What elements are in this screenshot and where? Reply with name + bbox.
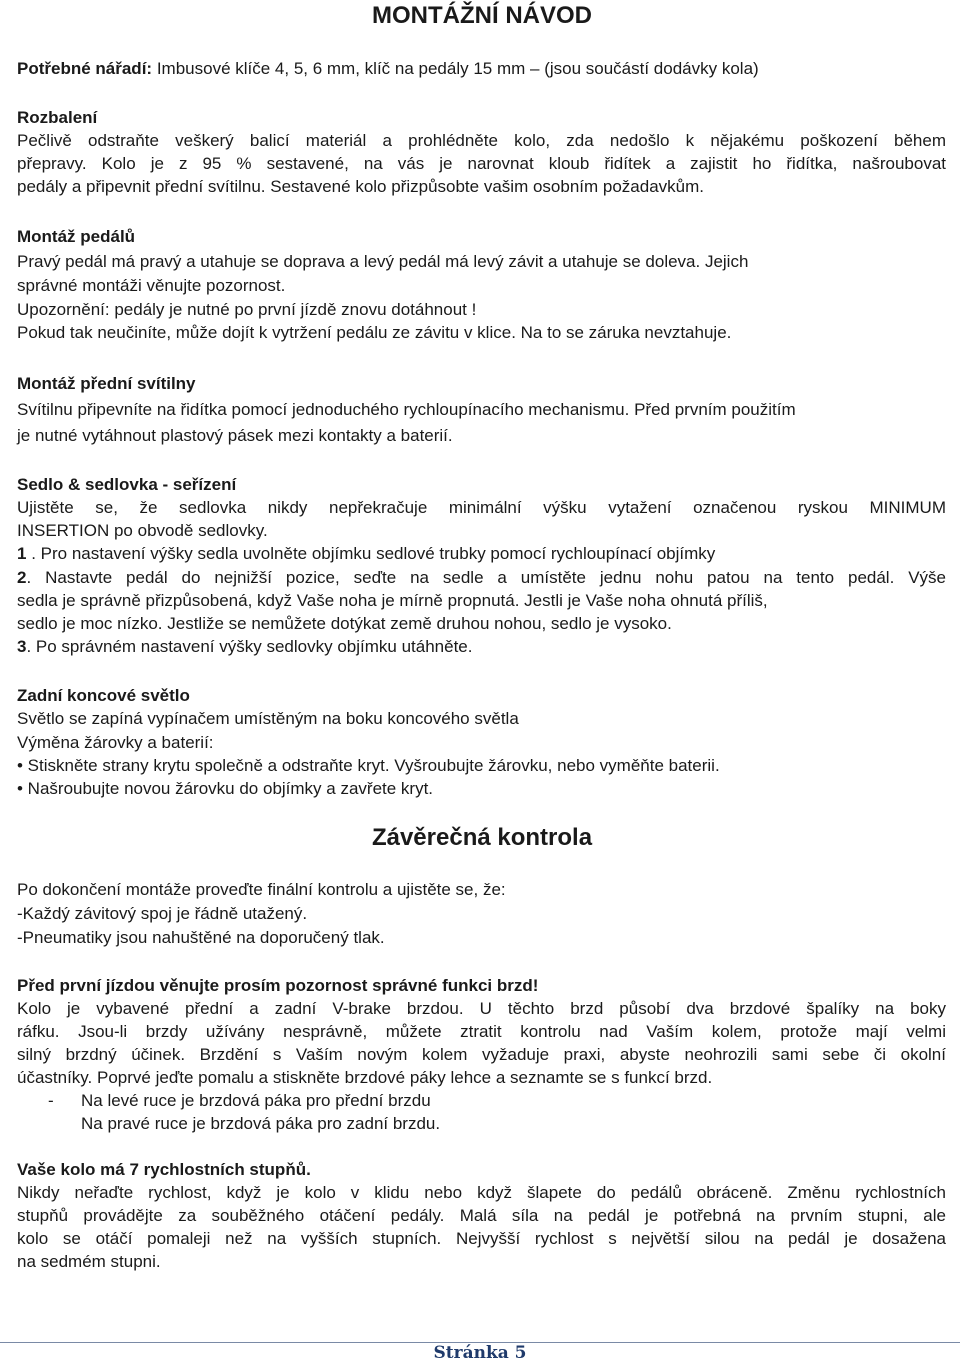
final-check-line: Po dokončení montáže proveďte finální kontrolu a ujistěte se, že: bbox=[17, 880, 506, 899]
saddle-step-2-line: sedlo je moc nízko. Jestliže se nemůžete dotýkat země druhou nohou, sedlo je vysoko. bbox=[17, 614, 672, 633]
step-number: 1 bbox=[17, 544, 27, 563]
gears-line: na sedmém stupni. bbox=[17, 1252, 161, 1271]
unpacking-line: Pečlivě odstraňte veškerý balicí materiál a prohlédněte kolo, zda nedošlo k nějakému poškození během bbox=[17, 131, 946, 150]
final-check-line: -Každý závitový spoj je řádně utažený. bbox=[17, 904, 308, 923]
page-title: MONTÁŽNÍ NÁVOD bbox=[372, 2, 592, 29]
front-light-line: je nutné vytáhnout plastový pásek mezi kontakty a baterií. bbox=[17, 426, 453, 445]
unpacking-line: přepravy. Kolo je z 95 % sestavené, na vás je narovnat kloub řidítek a zajistit ho řidítka, našroubovat bbox=[17, 154, 946, 173]
saddle-step-3 bbox=[17, 635, 472, 658]
rear-light-line: Světlo se zapíná vypínačem umístěným na boku koncového světla bbox=[17, 709, 519, 728]
brakes-line: účastníky. Poprvé jeďte pomalu a stiskněte brzdové páky lehce a seznamte se s funkcí brzd. bbox=[17, 1068, 713, 1087]
front-light-line: Svítilnu připevníte na řidítka pomocí jednoduchého rychloupínacího mechanismu. Před prvním použitím bbox=[17, 400, 796, 419]
pedals-line: Pokud tak neučiníte, může dojít k vytržení pedálu ze závitu v klice. Na to se záruka nevztahuje. bbox=[17, 323, 732, 342]
gears-heading: Vaše kolo má 7 rychlostních stupňů. bbox=[17, 1160, 311, 1179]
saddle-step-2-line: sedla je správně přizpůsobená, když Vaše noha je mírně propnutá. Jestli je Vaše noha ohnutá příliš, bbox=[17, 591, 768, 610]
rear-light-line: Výměna žárovky a baterií: bbox=[17, 733, 214, 752]
final-check-line: -Pneumatiky jsou nahuštěné na doporučený tlak. bbox=[17, 928, 385, 947]
gears-line: Nikdy neřaďte rychlost, když je kolo v klidu nebo když šlapete do pedálů obráceně. Změnu rychlostních bbox=[17, 1183, 946, 1202]
saddle-line: INSERTION po obvodě sedlovky. bbox=[17, 521, 268, 540]
pedals-line: správné montáži věnujte pozornost. bbox=[17, 276, 286, 295]
final-check-heading: Závěrečná kontrola bbox=[371, 824, 593, 851]
page-number bbox=[0, 1343, 960, 1363]
unpacking-line: pedály a připevnit přední svítilnu. Sestavené kolo přizpůsobte vašim osobním požadavkům. bbox=[17, 177, 704, 196]
saddle-line: Ujistěte se, že sedlovka nikdy nepřekračuje minimální výšku vytažení označenou ryskou MINIMUM bbox=[17, 498, 946, 517]
tools-text: Imbusové klíče 4, 5, 6 mm, klíč na pedály 15 mm – (jsou součástí dodávky kola) bbox=[152, 59, 759, 78]
saddle-heading: Sedlo & sedlovka - seřízení bbox=[17, 475, 237, 494]
page-number-label: Stránka 5 bbox=[425, 1343, 534, 1363]
tools-line bbox=[17, 57, 759, 80]
step-text: . Pro nastavení výšky sedla uvolněte objímku sedlové trubky pomocí rychloupínací objímky bbox=[26, 544, 716, 563]
step-number: 3 bbox=[17, 637, 27, 656]
gears-line: stupňů provádějte za souběžného otáčení pedály. Malá síla na pedál je potřebná na prvním stupni, ale bbox=[17, 1206, 946, 1225]
front-light-heading: Montáž přední svítilny bbox=[17, 374, 196, 393]
pedals-line: Pravý pedál má pravý a utahuje se doprava a levý pedál má levý závit a utahuje se doleva. Jejich bbox=[17, 252, 749, 271]
step-text: . Nastavte pedál do nejnižší pozice, seďte na sedle a umístěte jednu nohu patou na tento pedál. Výše bbox=[26, 568, 946, 587]
brakes-heading: Před první jízdou věnujte prosím pozornost správné funkci brzd! bbox=[17, 976, 539, 995]
unpacking-heading: Rozbalení bbox=[17, 108, 98, 127]
rear-light-bullet: • Stiskněte strany krytu společně a odstraňte kryt. Vyšroubujte žárovku, nebo vyměňte baterii. bbox=[17, 756, 720, 775]
saddle-step-1 bbox=[17, 542, 715, 565]
step-number: 2 bbox=[17, 568, 27, 587]
brakes-line: Kolo je vybavené přední a zadní V-brake brzdou. U těchto brzd působí dva brzdové špalíky na boky bbox=[17, 999, 946, 1018]
saddle-step-2 bbox=[17, 566, 946, 589]
rear-light-bullet: • Našroubujte novou žárovku do objímky a zavřete kryt. bbox=[17, 779, 434, 798]
rear-light-heading: Zadní koncové světlo bbox=[17, 686, 190, 705]
brakes-line: silný brzdný účinek. Brzdění s Vaším novým kolem vyžaduje praxi, abyste neohrozili sami sebe či okolní bbox=[17, 1045, 946, 1064]
step-text: . Po správném nastavení výšky sedlovky objímku utáhněte. bbox=[26, 637, 473, 656]
tools-label: Potřebné nářadí: bbox=[17, 59, 153, 78]
brakes-dash: - bbox=[48, 1091, 54, 1110]
brakes-item: Na levé ruce je brzdová páka pro přední brzdu bbox=[81, 1091, 431, 1110]
pedals-heading: Montáž pedálů bbox=[17, 227, 136, 246]
pedals-warning: Upozornění: pedály je nutné po první jízdě znovu dotáhnout ! bbox=[17, 300, 477, 319]
gears-line: kolo se otáčí pomaleji než na vyšších stupních. Nejvyšší rychlost s největší silou na pedál je dosažena bbox=[17, 1229, 946, 1248]
brakes-line: ráfku. Jsou-li brzdy užívány nesprávně, můžete ztratit kontrolu nad Vaším kolem, protože mají velmi bbox=[17, 1022, 946, 1041]
brakes-item: Na pravé ruce je brzdová páka pro zadní brzdu. bbox=[81, 1114, 441, 1133]
